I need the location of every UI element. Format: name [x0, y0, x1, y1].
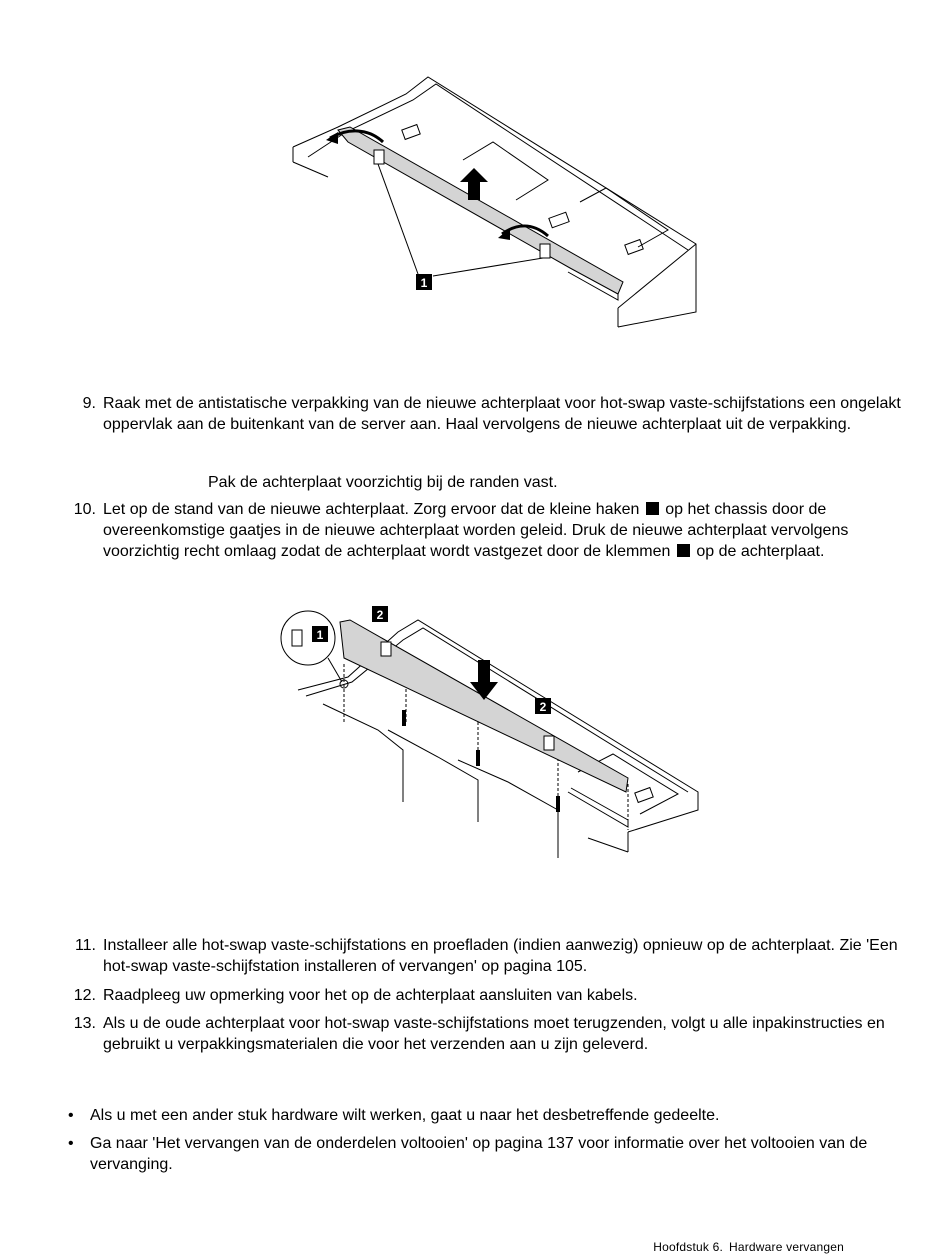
- backplate-install-illustration: [278, 602, 708, 874]
- step-text: Als u de oude achterplaat voor hot-swap vaste-schijfstations moet terugzenden, volgt u alle inpakinstructies en gebruikt u verpakkingsmaterialen die voor het verzenden aan u zijn geleverd.: [103, 1015, 885, 1053]
- step-number: 13.: [73, 1015, 96, 1032]
- step-text: Installeer alle hot-swap vaste-schijfstations en proefladen (indien aanwezig) opnieuw op de achterplaat. Zie 'Een hot-swap vaste-schijfstation installeren of vervangen' op pagina 105.: [103, 937, 898, 975]
- bullet-dot: •: [68, 1135, 74, 1152]
- backplate-removal-illustration: [288, 72, 708, 332]
- bullet-item: [64, 1133, 904, 1175]
- callout-2-marker: [677, 544, 690, 557]
- step-10: [64, 499, 904, 562]
- bullet-item: [64, 1105, 904, 1126]
- note-text: Pak de achterplaat voorzichtig bij de randen vast.: [208, 474, 558, 491]
- step-11: [64, 935, 904, 977]
- step-number: 11.: [74, 937, 96, 954]
- callout-1-marker: [646, 502, 659, 515]
- step-number: 9.: [82, 395, 96, 412]
- step-text: Raak met de antistatische verpakking van de nieuwe achterplaat voor hot-swap vaste-schijfstations een ongelakt oppervlak aan de buitenkant van de server aan. Haal vervolgens de nieuwe achterplaat uit de verpakking.: [103, 395, 901, 433]
- step-text: Let op de stand van de nieuwe achterplaat. Zorg ervoor dat de kleine haken op het chassis door de overeenkomstige gaatjes in de nieuwe achterplaat worden geleid. Druk de nieuwe achterplaat vervolgens voorzichtig recht omlaag zodat de achterplaat wordt vastgezet door de klemmen op de achterplaat.: [103, 501, 849, 560]
- callout-2: 2: [539, 700, 547, 714]
- step-number: 10.: [73, 501, 96, 518]
- step-number: 12.: [73, 987, 96, 1004]
- callout-2: 2: [376, 608, 384, 622]
- footer-chapter: Hoofdstuk 6.: [653, 1240, 723, 1254]
- step-13: [64, 1013, 904, 1055]
- step-9: [64, 393, 904, 435]
- bullet-dot: •: [68, 1107, 74, 1124]
- callout-1: 1: [316, 628, 324, 642]
- step-12: [64, 985, 904, 1006]
- step-text: Raadpleeg uw opmerking voor het op de achterplaat aansluiten van kabels.: [103, 987, 638, 1004]
- page-footer: [653, 1240, 850, 1254]
- footer-title: Hardware vervangen: [729, 1240, 844, 1254]
- bullet-text: Ga naar 'Het vervangen van de onderdelen voltooien' op pagina 137 voor informatie over het voltooien van de vervanging.: [90, 1135, 868, 1173]
- callout-1: 1: [420, 276, 428, 290]
- bullet-text: Als u met een ander stuk hardware wilt werken, gaat u naar het desbetreffende gedeelte.: [90, 1107, 720, 1124]
